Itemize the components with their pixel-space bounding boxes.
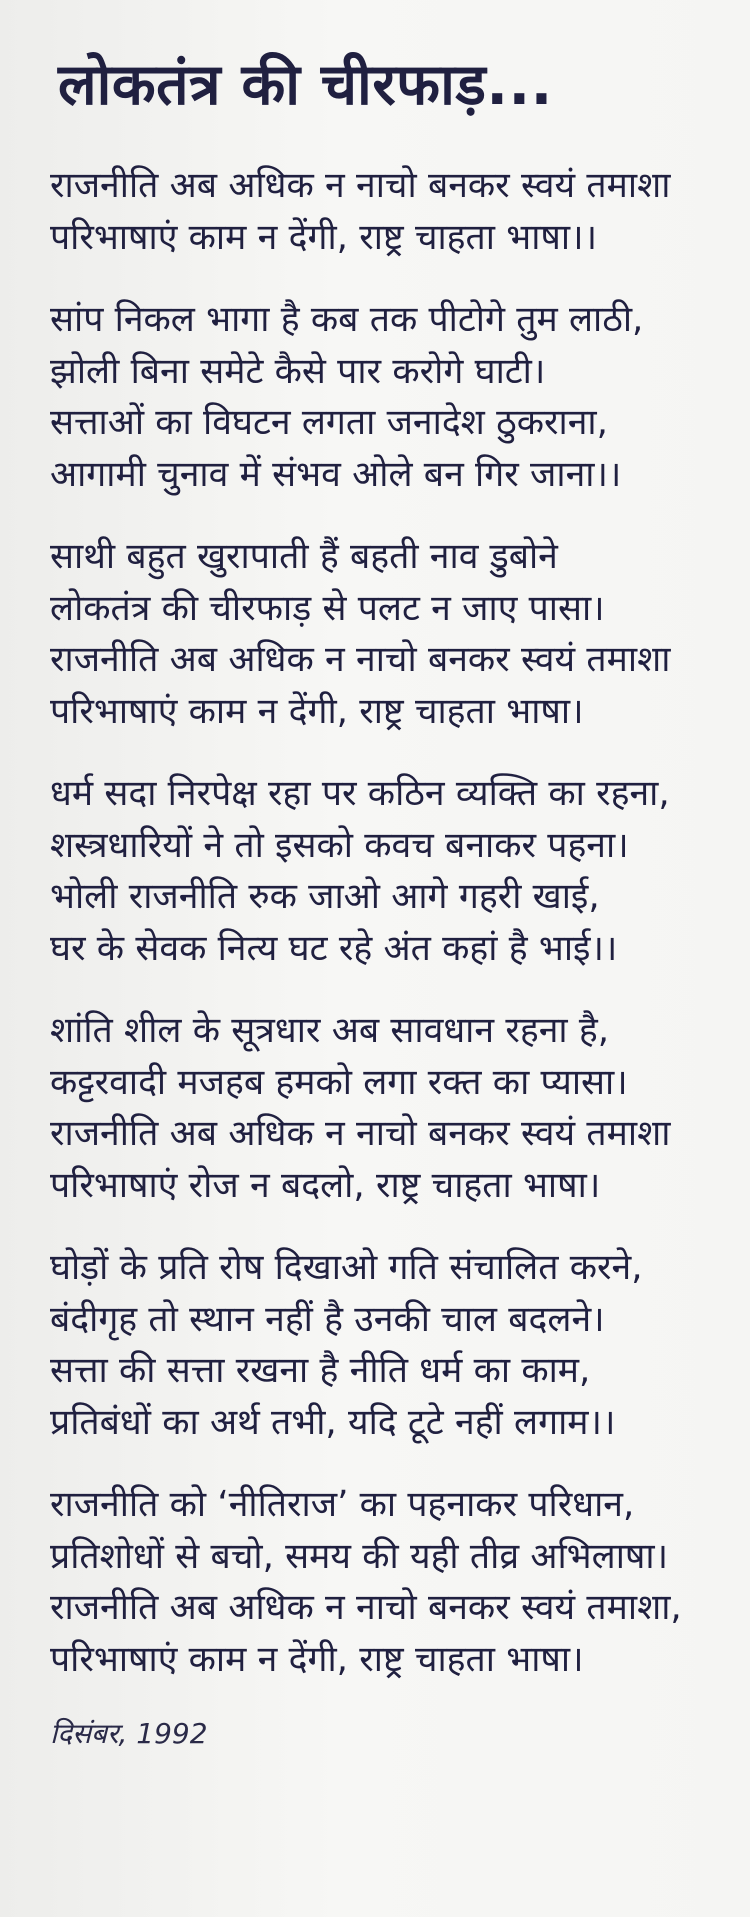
- poem-line: प्रतिशोधों से बचो, समय की यही तीव्र अभिलाषा।: [50, 1535, 669, 1577]
- poem-line: परिभाषाएं काम न देंगी, राष्ट्र चाहता भाषा।: [50, 690, 584, 732]
- stanza-3: [50, 531, 716, 737]
- stanza-1: [50, 160, 716, 263]
- poem-line: लोकतंत्र की चीरफाड़ से पलट न जाए पासा।: [50, 587, 605, 629]
- stanza-7: [50, 1479, 716, 1685]
- poem-body: [50, 160, 716, 1685]
- poem-line: राजनीति को ‘नीतिराज’ का पहनाकर परिधान,: [50, 1484, 635, 1526]
- poem-line: राजनीति अब अधिक न नाचो बनकर स्वयं तमाशा: [50, 1113, 671, 1155]
- poem-line: शस्त्रधारियों ने तो इसको कवच बनाकर पहना।: [50, 824, 629, 866]
- poem-line: धर्म सदा निरपेक्ष रहा पर कठिन व्यक्ति का रहना,: [50, 773, 670, 815]
- stanza-5: [50, 1005, 716, 1211]
- poem-date: दिसंबर, 1992: [50, 1717, 208, 1751]
- poem-line: बंदीगृह तो स्थान नहीं है उनकी चाल बदलने।: [50, 1298, 605, 1340]
- poem-line: शांति शील के सूत्रधार अब सावधान रहना है,: [50, 1010, 610, 1052]
- poem-line: सत्ताओं का विघटन लगता जनादेश ठुकराना,: [50, 402, 608, 444]
- poem-line: परिभाषाएं काम न देंगी, राष्ट्र चाहता भाषा।: [50, 1638, 584, 1680]
- poem-line: सत्ता की सत्ता रखना है नीति धर्म का काम,: [50, 1350, 591, 1392]
- poem-line: घर के सेवक नित्य घट रहे अंत कहां है भाई।।: [50, 927, 618, 969]
- poem-line: परिभाषाएं रोज न बदलो, राष्ट्र चाहता भाषा।: [50, 1164, 601, 1206]
- poem-line: आगामी चुनाव में संभव ओले बन गिर जाना।।: [50, 453, 622, 495]
- poem-line: राजनीति अब अधिक न नाचो बनकर स्वयं तमाशा,: [50, 1587, 682, 1629]
- poem-line: परिभाषाएं काम न देंगी, राष्ट्र चाहता भाषा।।: [50, 216, 598, 258]
- stanza-2: [50, 294, 716, 500]
- poem-line: राजनीति अब अधिक न नाचो बनकर स्वयं तमाशा: [50, 639, 671, 681]
- poem-line: साथी बहुत खुरापाती हैं बहती नाव डुबोने: [50, 536, 558, 578]
- poem-title: लोकतंत्र की चीरफाड़...: [58, 52, 553, 118]
- poem-line: सांप निकल भागा है कब तक पीटोगे तुम लाठी,: [50, 299, 644, 341]
- stanza-6: [50, 1242, 716, 1448]
- poem-line: प्रतिबंधों का अर्थ तभी, यदि टूटे नहीं लगाम।।: [50, 1401, 616, 1443]
- poem-line: कट्टरवादी मजहब हमको लगा रक्त का प्यासा।: [50, 1061, 628, 1103]
- poem-line: भोली राजनीति रुक जाओ आगे गहरी खाई,: [50, 876, 600, 918]
- poem-line: झोली बिना समेटे कैसे पार करोगे घाटी।: [50, 350, 546, 392]
- stanza-4: [50, 768, 716, 974]
- poem-line: राजनीति अब अधिक न नाचो बनकर स्वयं तमाशा: [50, 165, 671, 207]
- poem-line: घोड़ों के प्रति रोष दिखाओ गति संचालित करने,: [50, 1247, 643, 1289]
